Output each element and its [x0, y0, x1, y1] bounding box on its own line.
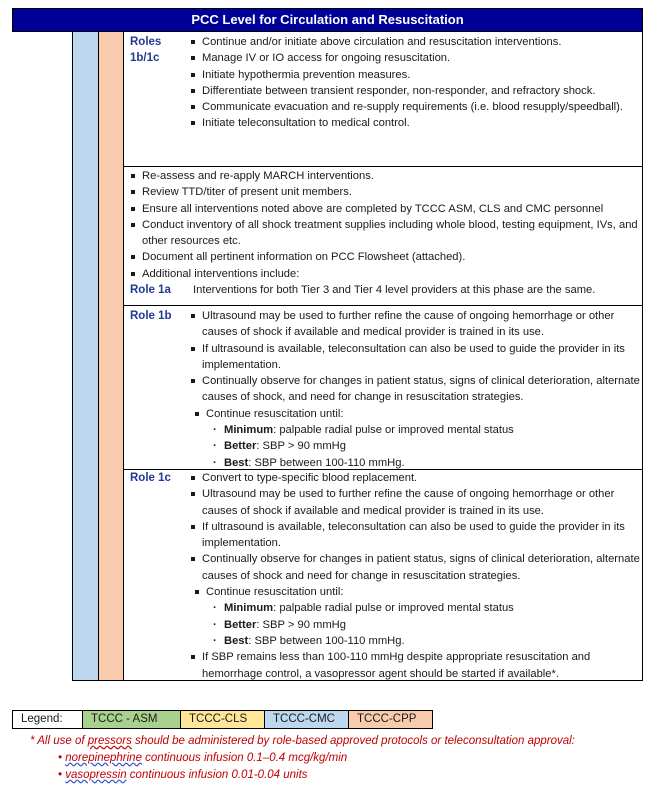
role-1c-list	[190, 470, 640, 584]
target-item	[210, 422, 640, 438]
target-item	[210, 438, 640, 454]
label-line-1: Roles	[130, 36, 162, 48]
drug-dose: continuous infusion 0.01-0.04 units	[126, 769, 308, 781]
list-item: Conduct inventory of all shock treatment supplies including whole blood, testing equipment, IVs, and other resources etc.	[130, 217, 642, 250]
list-item: Review TTD/titer of present unit members.	[130, 184, 642, 200]
general-section	[124, 167, 643, 306]
cmc-role-column	[72, 32, 99, 681]
list-item: Ultrasound may be used to further refine the cause of ongoing hemorrhage or other causes of shock if available and medical provider is trained in its use.	[190, 308, 640, 341]
target-term: Best	[224, 456, 249, 469]
label-line-2: 1b/1c	[130, 52, 160, 65]
role-1b-targets	[190, 422, 640, 471]
target-term: Minimum	[224, 602, 274, 615]
role-1b-section	[124, 306, 643, 470]
legend-asm: TCCC - ASM	[83, 711, 181, 728]
target-term: Minimum	[224, 424, 274, 437]
drug-name: norepinephrine	[65, 752, 142, 764]
role-1b-label: Role 1b	[130, 310, 172, 322]
legend-cmc: TCCC-CMC	[265, 711, 349, 728]
general-list	[130, 168, 642, 282]
roles-1b-1c-label	[130, 34, 161, 67]
target-text: : SBP between 100-110 mmHg.	[248, 456, 405, 469]
role-1c-label: Role 1c	[130, 472, 171, 484]
list-item: Document all pertinent information on PCC Flowsheet (attached).	[130, 249, 642, 265]
legend-label: Legend:	[13, 711, 83, 728]
target-term: Better	[224, 618, 257, 631]
list-item: If ultrasound is available, teleconsultation can also be used to guide the provider in its implementation.	[190, 519, 640, 552]
continue-label: Continue resuscitation until:	[206, 586, 344, 599]
drug-item	[58, 752, 347, 764]
target-item	[210, 600, 640, 616]
footnote-post: should be administered by role-based approved protocols or teleconsultation approval:	[131, 735, 575, 747]
list-item: Initiate teleconsultation to medical control.	[190, 115, 638, 131]
role-1c-final	[190, 649, 640, 682]
list-item: Ultrasound may be used to further refine the cause of ongoing hemorrhage or other causes of shock if available and medical provider is trained in its use.	[190, 486, 640, 519]
target-term: Best	[224, 634, 249, 647]
list-item: Manage IV or IO access for ongoing resuscitation.	[190, 50, 638, 66]
role-1b-continue	[194, 406, 640, 422]
role-1c-targets	[190, 600, 640, 649]
list-item: Continue and/or initiate above circulation and resuscitation interventions.	[190, 34, 638, 50]
list-item	[194, 406, 640, 422]
footnote-pressors: pressors	[87, 735, 132, 747]
target-item	[210, 455, 640, 471]
pressor-footnote	[30, 735, 575, 747]
list-item: Ensure all interventions noted above are completed by TCCC ASM, CLS and CMC personnel	[130, 201, 642, 217]
list-item: If ultrasound is available, teleconsultation can also be used to guide the provider in its implementation.	[190, 341, 640, 374]
list-item	[194, 584, 640, 600]
role-1c-section	[124, 470, 643, 681]
list-item: Additional interventions include:	[130, 266, 642, 282]
target-item	[210, 633, 640, 649]
role-1a-label: Role 1a	[130, 284, 171, 296]
list-item: If SBP remains less than 100-110 mmHg despite appropriate resuscitation and hemorrhage control, a vasopressor agent should be started if available*.	[190, 649, 640, 682]
footnote-pre: * All use of	[30, 735, 88, 747]
role-1a-text: Interventions for both Tier 3 and Tier 4 level providers at this phase are the same.	[193, 284, 596, 296]
list-item: Re-assess and re-apply MARCH interventions.	[130, 168, 642, 184]
drug-dose: continuous infusion 0.1–0.4 mcg/kg/min	[141, 752, 348, 764]
role-1c-continue	[194, 584, 640, 600]
target-text: : palpable radial pulse or improved mental status	[273, 602, 514, 615]
target-text: : SBP between 100-110 mmHg.	[248, 634, 405, 647]
drug-item	[58, 769, 308, 781]
table-bottom-border	[72, 680, 643, 681]
roles-1b-1c-list	[190, 34, 638, 132]
target-text: : SBP > 90 mmHg	[256, 440, 346, 453]
target-term: Better	[224, 440, 257, 453]
continue-label: Continue resuscitation until:	[206, 407, 344, 420]
list-item: Communicate evacuation and re-supply requirements (i.e. blood resupply/speedball).	[190, 99, 638, 115]
role-1b-list	[190, 308, 640, 406]
legend-cls: TCCC-CLS	[181, 711, 265, 728]
list-item: Continually observe for changes in patient status, signs of clinical deterioration, alternate causes of shock, and need for change in resuscitation strategies.	[190, 373, 640, 406]
legend	[12, 710, 433, 729]
target-text: : SBP > 90 mmHg	[256, 618, 346, 631]
cpp-role-column	[99, 32, 124, 681]
bullet-icon: •	[58, 769, 66, 781]
target-item	[210, 617, 640, 633]
legend-cpp: TCCC-CPP	[349, 711, 432, 728]
bullet-icon: •	[58, 752, 66, 764]
list-item: Initiate hypothermia prevention measures.	[190, 67, 638, 83]
list-item: Convert to type-specific blood replacement.	[190, 470, 640, 486]
list-item: Differentiate between transient responder, non-responder, and refractory shock.	[190, 83, 638, 99]
list-item: Continually observe for changes in patient status, signs of clinical deterioration, alternate causes of shock and need for change in resuscitation strategies.	[190, 551, 640, 584]
target-text: : palpable radial pulse or improved mental status	[273, 424, 514, 437]
section-header: PCC Level for Circulation and Resuscitation	[12, 8, 643, 32]
drug-name: vasopressin	[65, 769, 127, 781]
roles-1b-1c-section	[124, 32, 643, 167]
